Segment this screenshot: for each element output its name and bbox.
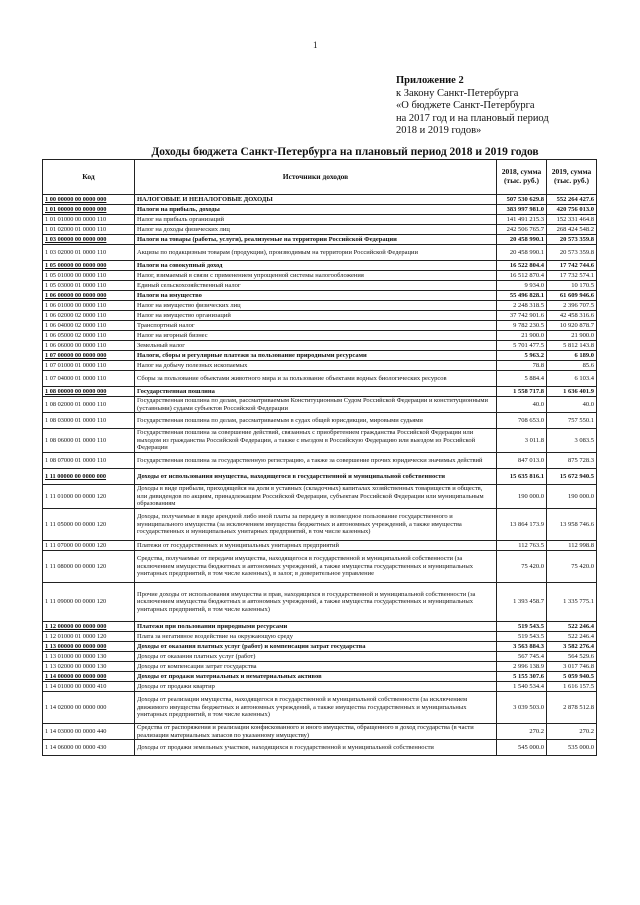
row-code: 1 14 03000 00 0000 440 (43, 724, 135, 740)
row-code: 1 01 01000 00 0000 110 (43, 215, 135, 225)
table-row (43, 453, 597, 469)
row-value-2018: 9 782 230.5 (497, 321, 547, 331)
row-value-2018: 21 900.0 (497, 331, 547, 341)
row-code: 1 08 03000 01 0000 110 (43, 413, 135, 429)
table-row (43, 225, 597, 235)
row-value-2018: 847 013.0 (497, 453, 547, 469)
table-row (43, 485, 597, 509)
row-name: Плата за негативное воздействие на окружающую среду (135, 632, 497, 642)
row-value-2018: 519 543.5 (497, 632, 547, 642)
row-code: 1 14 00000 00 0000 000 (43, 672, 135, 682)
table-row (43, 291, 597, 301)
row-name: Доходы в виде прибыли, приходящейся на доли в уставных (складочных) капиталах хозяйственных товариществ и обществ, или дивидендов по акциям, принадлежащим Российской Федерации, субъектам Российской Федерации или муниципальным образованиям (135, 485, 497, 509)
row-value-2019: 15 672 940.5 (547, 469, 597, 485)
row-value-2018: 3 011.8 (497, 429, 547, 453)
row-name: Единый сельскохозяйственный налог (135, 281, 497, 291)
table-row (43, 692, 597, 724)
row-value-2018: 112 763.5 (497, 541, 547, 551)
row-code: 1 05 01000 00 0000 110 (43, 271, 135, 281)
table-row (43, 195, 597, 205)
row-name: Налоги на товары (работы, услуги), реализуемые на территории Российской Федерации (135, 235, 497, 245)
row-value-2019: 3 083.5 (547, 429, 597, 453)
row-name: Налог на доходы физических лиц (135, 225, 497, 235)
table-row (43, 235, 597, 245)
row-value-2019: 42 458 316.6 (547, 311, 597, 321)
row-value-2018: 383 997 981.0 (497, 205, 547, 215)
row-name: Налог на игорный бизнес (135, 331, 497, 341)
table-row (43, 351, 597, 361)
row-value-2018: 37 742 901.6 (497, 311, 547, 321)
table-row (43, 509, 597, 541)
row-code: 1 13 02000 00 0000 130 (43, 662, 135, 672)
row-value-2018: 16 512 870.4 (497, 271, 547, 281)
row-code: 1 00 00000 00 0000 000 (43, 195, 135, 205)
row-name: Акцизы по подакцизным товарам (продукции), производимым на территории Российской Федерации (135, 245, 497, 261)
row-code: 1 01 00000 00 0000 000 (43, 205, 135, 215)
row-value-2018: 5 701 477.5 (497, 341, 547, 351)
row-value-2018: 3 563 884.3 (497, 642, 547, 652)
row-value-2018: 270.2 (497, 724, 547, 740)
row-code: 1 06 01000 00 0000 110 (43, 301, 135, 311)
row-value-2019: 40.0 (547, 397, 597, 413)
row-name: Государственная пошлина за государственную регистрацию, а также за совершение прочих юридически значимых действий (135, 453, 497, 469)
row-name: Платежи от государственных и муниципальных унитарных предприятий (135, 541, 497, 551)
row-value-2019: 3 582 276.4 (547, 642, 597, 652)
row-value-2019: 112 998.8 (547, 541, 597, 551)
table-row (43, 341, 597, 351)
table-row (43, 301, 597, 311)
row-name: Доходы от реализации имущества, находящегося в государственной и муниципальной собственности (за исключением движимого имущества бюджетных и автономных учреждений, а также имущества государственных и муниципальных унитарных предприятий, в том числе казенных) (135, 692, 497, 724)
row-code: 1 11 09000 00 0000 120 (43, 583, 135, 622)
row-name: Государственная пошлина за совершение действий, связанных с приобретением гражданства Российской Федерации или выходом из гражданства Российской Федерации, а также с въездом в Российскую Федерацию или выездом из Российской Федерации (135, 429, 497, 453)
document-heading: Доходы бюджета Санкт-Петербурга на плановый период 2018 и 2019 годов (151, 146, 539, 158)
row-value-2019: 1 636 401.9 (547, 387, 597, 397)
row-name: Доходы от оказания платных услуг (работ) и компенсации затрат государства (135, 642, 497, 652)
row-value-2019: 564 529.6 (547, 652, 597, 662)
row-name: Государственная пошлина по делам, рассматриваемым Конституционным Судом Российской Федерации и конституционными (уставными) судами субъектов Российской Федерации (135, 397, 497, 413)
row-value-2018: 5 155 307.6 (497, 672, 547, 682)
row-code: 1 11 01000 00 0000 120 (43, 485, 135, 509)
table-row (43, 541, 597, 551)
row-value-2018: 5 963.2 (497, 351, 547, 361)
table-row (43, 469, 597, 485)
appendix-line: «О бюджете Санкт-Петербурга (396, 100, 535, 112)
row-value-2019: 21 900.0 (547, 331, 597, 341)
row-code: 1 03 02000 01 0000 110 (43, 245, 135, 261)
row-value-2018: 190 000.0 (497, 485, 547, 509)
row-value-2019: 61 609 946.6 (547, 291, 597, 301)
row-code: 1 11 07000 00 0000 120 (43, 541, 135, 551)
row-value-2018: 141 491 215.3 (497, 215, 547, 225)
row-name: Платежи при пользовании природными ресурсами (135, 622, 497, 632)
row-name: Налоги на прибыль, доходы (135, 205, 497, 215)
row-value-2018: 75 420.0 (497, 551, 547, 583)
row-code: 1 12 00000 00 0000 000 (43, 622, 135, 632)
row-value-2019: 17 742 744.6 (547, 261, 597, 271)
row-code: 1 12 01000 01 0000 120 (43, 632, 135, 642)
row-value-2019: 875 728.3 (547, 453, 597, 469)
table-row (43, 662, 597, 672)
row-code: 1 07 01000 01 0000 110 (43, 361, 135, 371)
row-name: Налог, взимаемый в связи с применением упрощенной системы налогообложения (135, 271, 497, 281)
row-value-2019: 10 170.5 (547, 281, 597, 291)
row-value-2019: 152 331 464.8 (547, 215, 597, 225)
row-value-2019: 190 000.0 (547, 485, 597, 509)
row-code: 1 08 07000 01 0000 110 (43, 453, 135, 469)
row-name: Доходы от использования имущества, находящегося в государственной и муниципальной собственности (135, 469, 497, 485)
row-name: Сборы за пользование объектами животного мира и за пользование объектами водных биологических ресурсов (135, 371, 497, 387)
row-value-2019: 5 059 940.5 (547, 672, 597, 682)
row-name: Налоги, сборы и регулярные платежи за пользование природными ресурсами (135, 351, 497, 361)
row-value-2018: 507 530 629.8 (497, 195, 547, 205)
row-value-2019: 522 246.4 (547, 632, 597, 642)
row-code: 1 06 06000 00 0000 110 (43, 341, 135, 351)
row-value-2018: 2 248 318.5 (497, 301, 547, 311)
row-value-2019: 13 958 746.6 (547, 509, 597, 541)
table-row (43, 429, 597, 453)
row-name: Доходы от продажи квартир (135, 682, 497, 692)
row-code: 1 03 00000 00 0000 000 (43, 235, 135, 245)
table-row (43, 551, 597, 583)
row-code: 1 05 00000 00 0000 000 (43, 261, 135, 271)
row-name: Земельный налог (135, 341, 497, 351)
row-value-2019: 85.6 (547, 361, 597, 371)
row-name: НАЛОГОВЫЕ И НЕНАЛОГОВЫЕ ДОХОДЫ (135, 195, 497, 205)
table-row (43, 245, 597, 261)
row-value-2018: 242 506 765.7 (497, 225, 547, 235)
appendix-line: 2018 и 2019 годов» (396, 125, 482, 137)
row-name: Налог на добычу полезных ископаемых (135, 361, 497, 371)
row-value-2019: 6 103.4 (547, 371, 597, 387)
row-name: Государственная пошлина (135, 387, 497, 397)
row-name: Государственная пошлина по делам, рассматриваемым в судах общей юрисдикции, мировыми судьями (135, 413, 497, 429)
table-row (43, 387, 597, 397)
row-code: 1 08 02000 01 0000 110 (43, 397, 135, 413)
table-row (43, 397, 597, 413)
table-row (43, 583, 597, 622)
row-name: Прочие доходы от использования имущества и прав, находящихся в государственной и муниципальной собственности (за исключением имущества бюджетных и автономных учреждений, а также имущества государственных и муниципальных унитарных предприятий, в том числе казенных) (135, 583, 497, 622)
row-name: Налог на прибыль организаций (135, 215, 497, 225)
page-number-mark: 1 (313, 40, 318, 50)
table-row (43, 740, 597, 756)
row-value-2019: 1 335 775.1 (547, 583, 597, 622)
row-value-2018: 1 558 717.8 (497, 387, 547, 397)
table-row (43, 321, 597, 331)
row-value-2018: 13 864 173.9 (497, 509, 547, 541)
appendix-line: на 2017 год и на плановый период (396, 112, 549, 124)
appendix-title: Приложение 2 (396, 75, 464, 86)
table-row (43, 271, 597, 281)
row-code: 1 13 01000 00 0000 130 (43, 652, 135, 662)
row-value-2018: 567 745.4 (497, 652, 547, 662)
row-value-2019: 535 000.0 (547, 740, 597, 756)
row-name: Доходы от продажи материальных и нематериальных активов (135, 672, 497, 682)
column-header-2019: 2019, сумма (тыс. руб.) (547, 160, 597, 195)
table-row (43, 672, 597, 682)
row-code: 1 11 08000 00 0000 120 (43, 551, 135, 583)
row-value-2018: 1 393 458.7 (497, 583, 547, 622)
row-name: Доходы, получаемые в виде арендной либо иной платы за передачу в возмездное пользование государственного и муниципального имущества (за исключением имущества бюджетных и автономных учреждений, а также имущества государственных и муниципальных унитарных предприятий, в том числе казенных) (135, 509, 497, 541)
row-value-2019: 75 420.0 (547, 551, 597, 583)
table-row (43, 622, 597, 632)
row-code: 1 07 04000 01 0000 110 (43, 371, 135, 387)
table-row (43, 361, 597, 371)
row-value-2018: 1 540 534.4 (497, 682, 547, 692)
row-value-2018: 9 934.0 (497, 281, 547, 291)
row-value-2019: 20 573 359.8 (547, 245, 597, 261)
row-name: Налоги на имущество (135, 291, 497, 301)
table-row (43, 261, 597, 271)
row-value-2019: 3 017 746.8 (547, 662, 597, 672)
row-code: 1 08 00000 00 0000 000 (43, 387, 135, 397)
table-row (43, 311, 597, 321)
row-value-2019: 522 246.4 (547, 622, 597, 632)
row-code: 1 06 00000 00 0000 000 (43, 291, 135, 301)
row-code: 1 06 04000 02 0000 110 (43, 321, 135, 331)
appendix-block (396, 75, 636, 138)
table-row (43, 371, 597, 387)
table-row (43, 281, 597, 291)
table-row (43, 205, 597, 215)
table-body (43, 195, 597, 756)
row-code: 1 06 02000 02 0000 110 (43, 311, 135, 321)
column-header-2018: 2018, сумма (тыс. руб.) (497, 160, 547, 195)
row-value-2018: 55 496 828.1 (497, 291, 547, 301)
row-value-2019: 10 920 878.7 (547, 321, 597, 331)
row-name: Средства от распоряжения и реализации конфискованного и иного имущества, обращенного в доход государства (в части реализации материальных запасов по указанному имуществу) (135, 724, 497, 740)
row-value-2019: 5 812 143.8 (547, 341, 597, 351)
row-code: 1 11 00000 00 0000 000 (43, 469, 135, 485)
row-value-2018: 519 543.5 (497, 622, 547, 632)
column-header-code: Код (43, 160, 135, 195)
table-row (43, 682, 597, 692)
row-code: 1 13 00000 00 0000 000 (43, 642, 135, 652)
row-value-2019: 2 396 707.5 (547, 301, 597, 311)
row-name: Налог на имущество физических лиц (135, 301, 497, 311)
table-row (43, 724, 597, 740)
row-name: Доходы от продажи земельных участков, находящихся в государственной и муниципальной собственности (135, 740, 497, 756)
row-value-2018: 2 996 138.9 (497, 662, 547, 672)
table-row (43, 331, 597, 341)
row-code: 1 08 06000 01 0000 110 (43, 429, 135, 453)
row-value-2018: 3 039 503.0 (497, 692, 547, 724)
row-code: 1 14 02000 00 0000 000 (43, 692, 135, 724)
row-name: Налог на имущество организаций (135, 311, 497, 321)
table-row (43, 642, 597, 652)
row-value-2019: 17 732 574.1 (547, 271, 597, 281)
row-value-2018: 5 884.4 (497, 371, 547, 387)
row-name: Доходы от компенсации затрат государства (135, 662, 497, 672)
row-code: 1 14 01000 00 0000 410 (43, 682, 135, 692)
appendix-line: к Закону Санкт-Петербурга (396, 87, 519, 99)
row-code: 1 06 05000 02 0000 110 (43, 331, 135, 341)
row-value-2018: 545 000.0 (497, 740, 547, 756)
row-value-2018: 16 522 804.4 (497, 261, 547, 271)
row-name: Налоги на совокупный доход (135, 261, 497, 271)
row-value-2019: 2 878 512.8 (547, 692, 597, 724)
row-code: 1 01 02000 01 0000 110 (43, 225, 135, 235)
table-row (43, 632, 597, 642)
row-name: Транспортный налог (135, 321, 497, 331)
table-row (43, 215, 597, 225)
row-value-2019: 20 573 359.8 (547, 235, 597, 245)
row-value-2019: 270.2 (547, 724, 597, 740)
revenue-table (42, 159, 597, 756)
column-header-name: Источники доходов (135, 160, 497, 195)
row-code: 1 11 05000 00 0000 120 (43, 509, 135, 541)
row-code: 1 14 06000 00 0000 430 (43, 740, 135, 756)
row-value-2018: 15 635 816.1 (497, 469, 547, 485)
table-row (43, 652, 597, 662)
row-value-2018: 20 458 990.1 (497, 235, 547, 245)
row-value-2019: 1 616 157.5 (547, 682, 597, 692)
row-value-2019: 268 424 548.2 (547, 225, 597, 235)
row-value-2019: 552 264 427.6 (547, 195, 597, 205)
row-value-2019: 757 550.1 (547, 413, 597, 429)
row-value-2018: 708 653.0 (497, 413, 547, 429)
row-code: 1 05 03000 01 0000 110 (43, 281, 135, 291)
table-row (43, 413, 597, 429)
row-value-2019: 6 189.0 (547, 351, 597, 361)
row-value-2018: 20 458 990.1 (497, 245, 547, 261)
row-code: 1 07 00000 00 0000 000 (43, 351, 135, 361)
row-name: Средства, получаемые от передачи имущества, находящегося в государственной и муниципальной собственности (за исключением имущества бюджетных и автономных учреждений, а также имущества государственных и муниципальных унитарных предприятий, в том числе казенных), в залог, в доверительное управление (135, 551, 497, 583)
row-value-2018: 78.8 (497, 361, 547, 371)
row-value-2018: 40.0 (497, 397, 547, 413)
row-value-2019: 420 756 013.0 (547, 205, 597, 215)
row-name: Доходы от оказания платных услуг (работ) (135, 652, 497, 662)
